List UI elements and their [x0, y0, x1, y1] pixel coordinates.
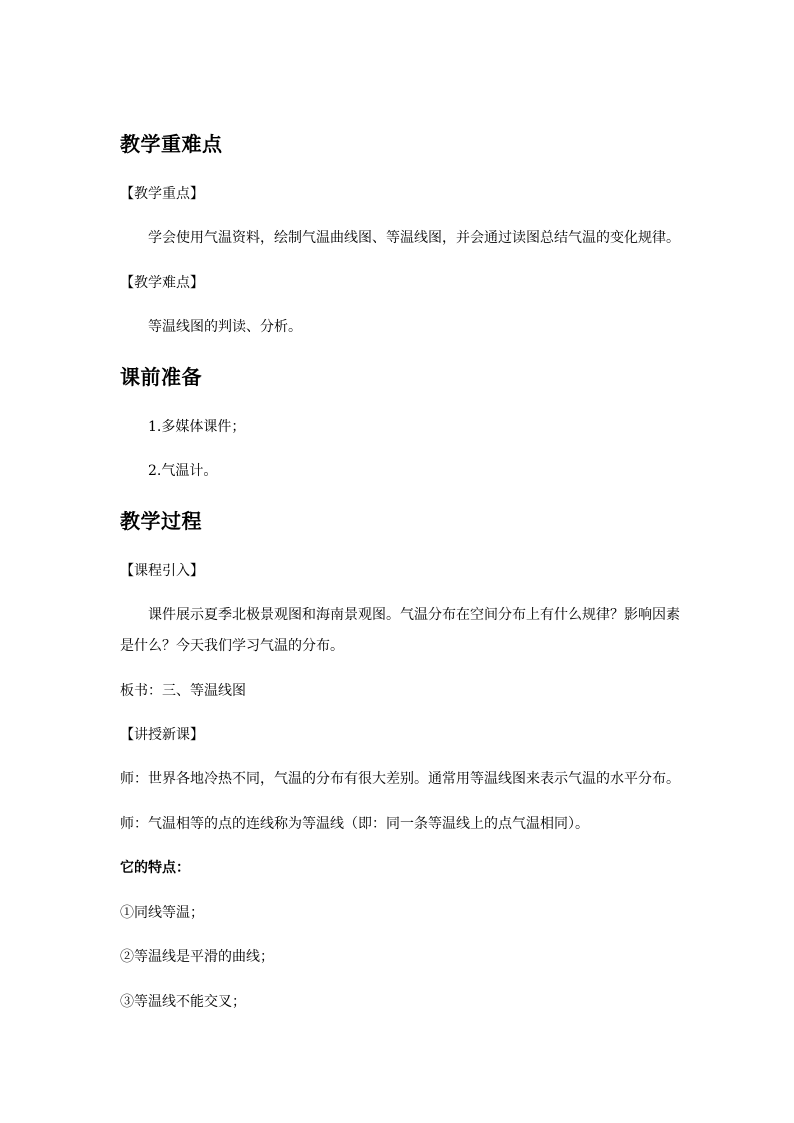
preparation-item-1: 1.多媒体课件； [148, 419, 246, 435]
heading-key-points: 教学重难点 [120, 132, 223, 156]
focus-label: 【教学重点】 [120, 186, 204, 202]
heading-preparation: 课前准备 [120, 365, 202, 389]
intro-label: 【课程引入】 [120, 563, 204, 579]
preparation-item-2: 2.气温计。 [148, 463, 218, 479]
teacher-line-1: 师：世界各地冷热不同，气温的分布有很大差别。通常用等温线图来表示气温的水平分布。 [120, 771, 680, 787]
intro-paragraph: 课件展示夏季北极景观图和海南景观图。气温分布在空间分布上有什么规律？影响因素是什么？今天我们学习气温的分布。 [120, 607, 680, 654]
board-note: 板书：三、等温线图 [120, 683, 246, 699]
features-label: 它的特点： [120, 860, 190, 876]
teacher-line-2: 师：气温相等的点的连线称为等温线（即：同一条等温线上的点气温相同）。 [120, 816, 589, 832]
feature-item-2: ②等温线是平滑的曲线； [120, 949, 274, 965]
new-lesson-label: 【讲授新课】 [120, 727, 204, 743]
difficulty-text: 等温线图的判读、分析。 [148, 319, 302, 335]
difficulty-label: 【教学难点】 [120, 275, 204, 291]
heading-process: 教学过程 [120, 509, 202, 533]
feature-item-3: ③等温线不能交叉； [120, 994, 246, 1010]
focus-text: 学会使用气温资料，绘制气温曲线图、等温线图，并会通过读图总结气温的变化规律。 [148, 230, 680, 246]
feature-item-1: ①同线等温； [120, 905, 204, 921]
